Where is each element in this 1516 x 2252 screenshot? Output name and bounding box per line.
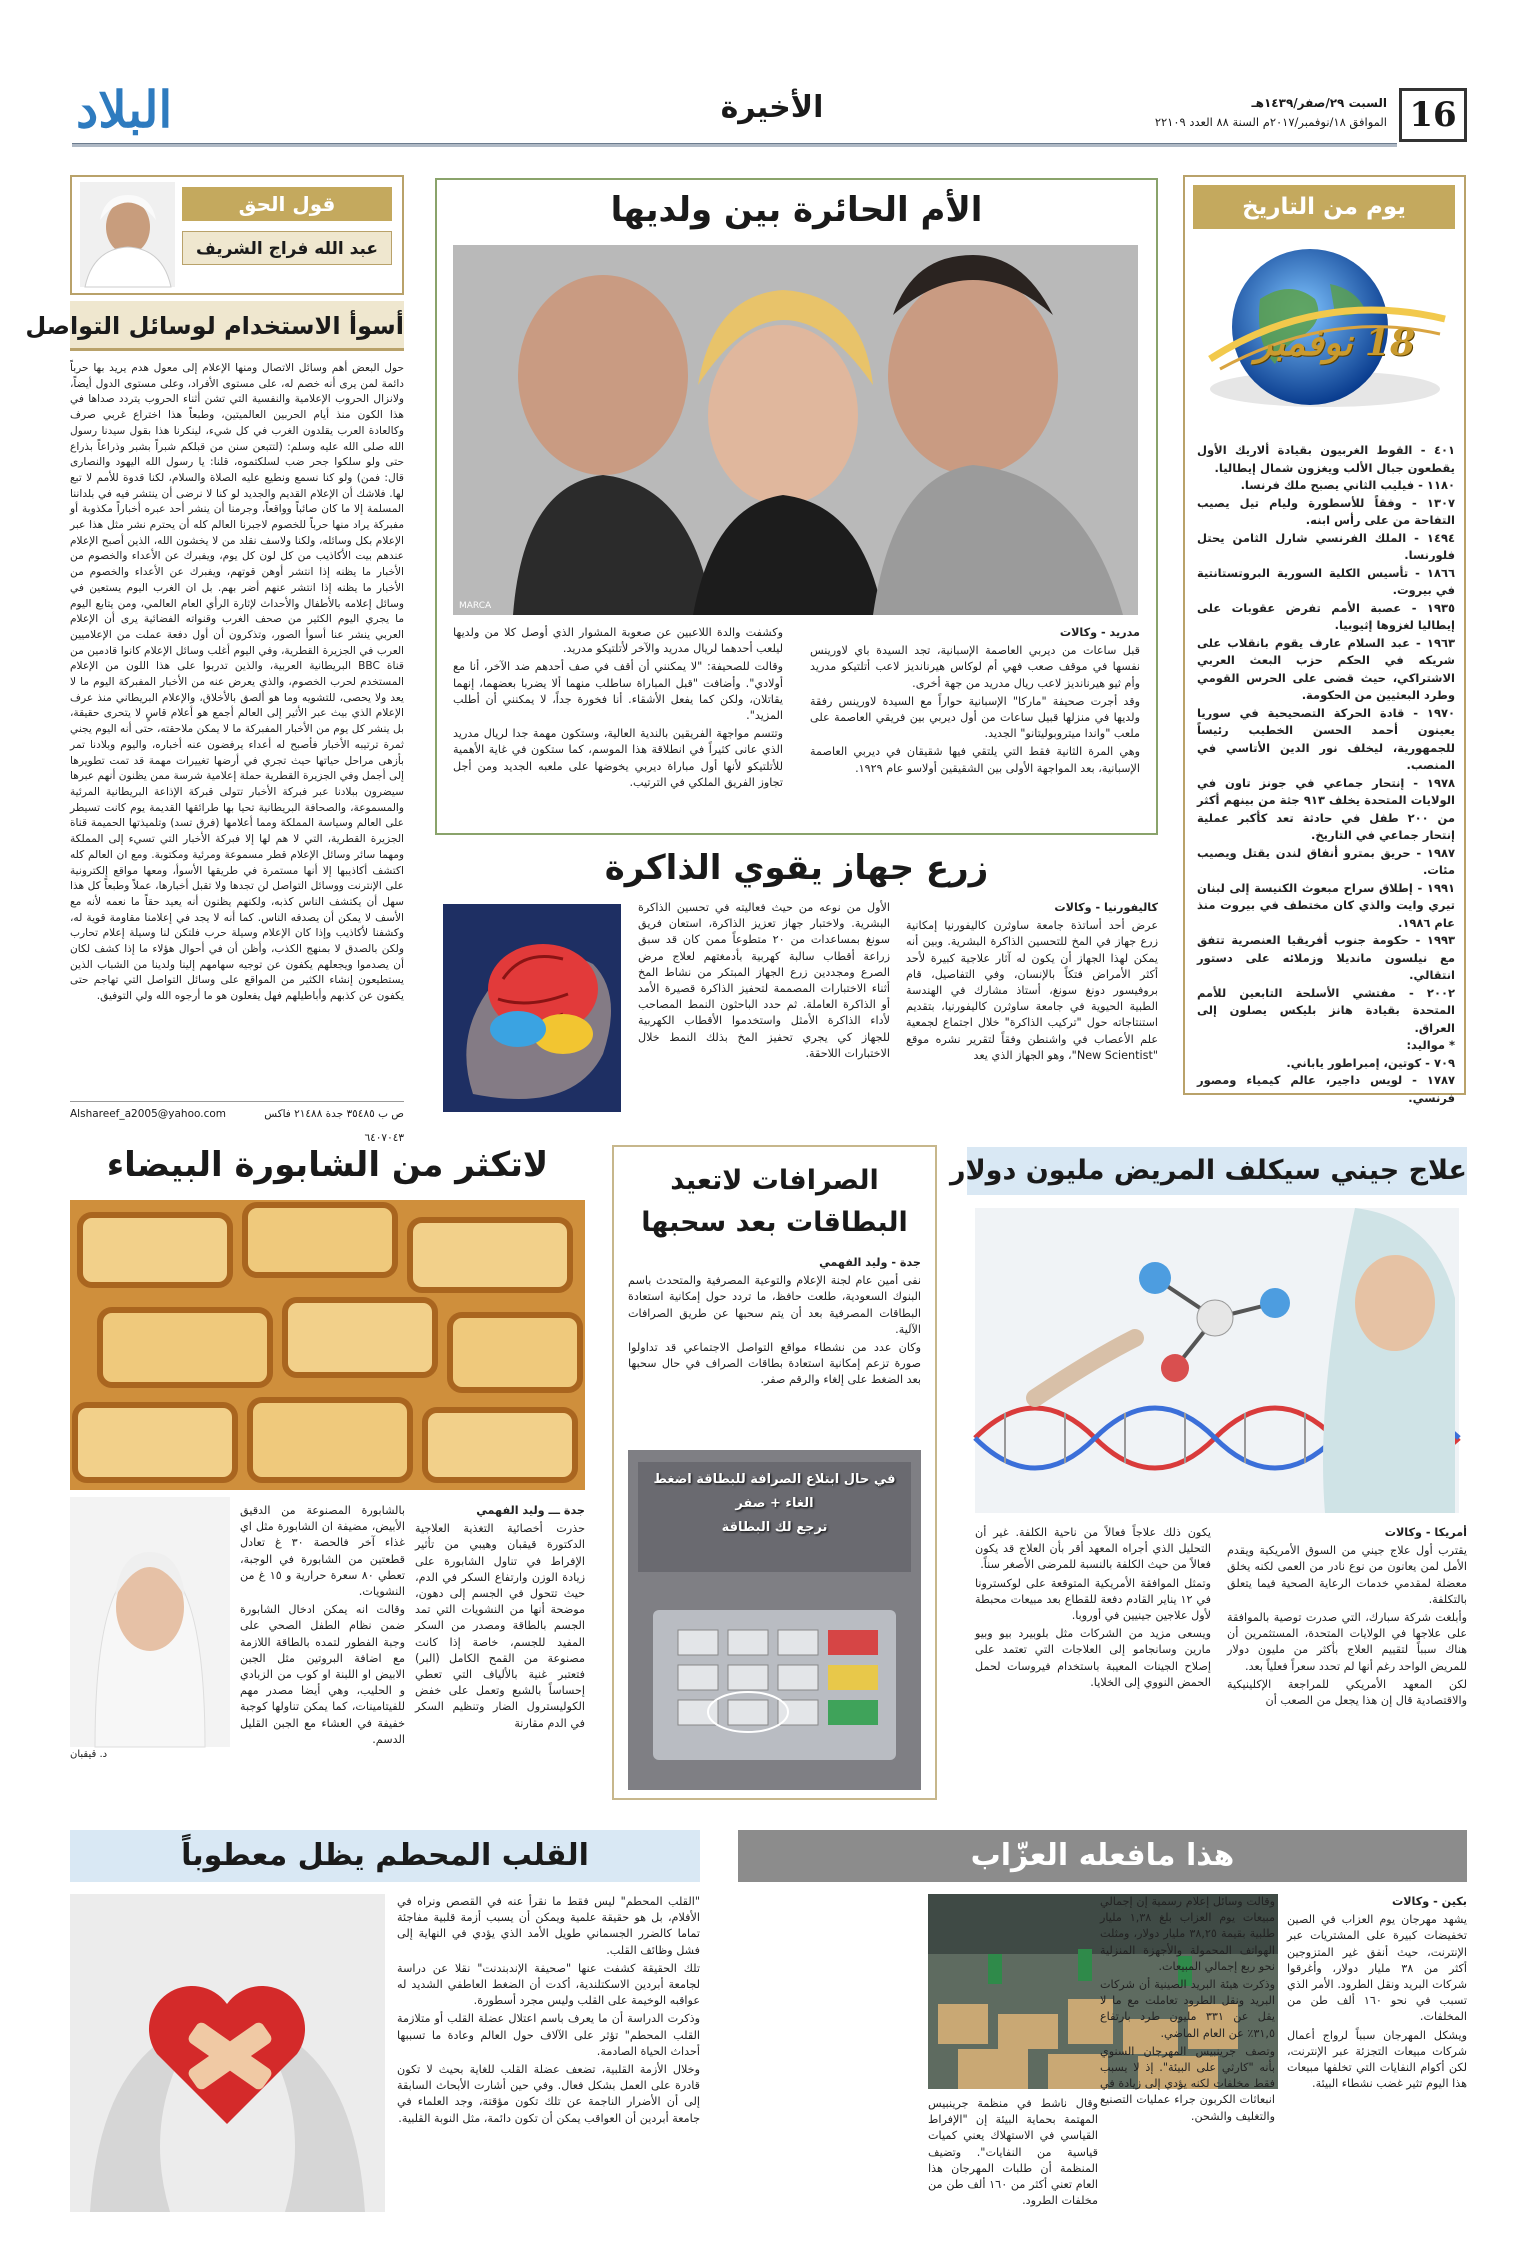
mother-sons-photo — [453, 245, 1138, 615]
column-po-box: ص ب ٣٥٤٨٥ جدة ٢١٤٨٨ فاكس ٦٤٠٧٠٤٣ — [264, 1108, 404, 1144]
columnist-photo — [80, 182, 175, 287]
rusk-col-mid — [240, 1503, 405, 1800]
rusk-photo — [70, 1200, 585, 1490]
mother-paragraph: قبل ساعات من ديربي العاصمة الإسبانية، تجد السيدة باي لاورينس نفسها في موقف صعب فهي أم لوكاس هيرنانديز لاعب أتلتيكو مدريد وأم ثيو هيرنانديز لاعب ريال مدريد من جهة أخرى. — [810, 644, 1140, 690]
rusk-col-right — [415, 1503, 585, 1800]
history-item: ١٩٩١ - إطلاق سراح مبعوث الكنيسة إلى لبنان تيري وايت والذي كان مختطف في بيروت منذ عام ١٩٨٦. — [1197, 880, 1455, 930]
rusk-story — [70, 1145, 585, 1800]
singles-paragraph: وتصف جرينبيس المهرجان السنوي بأنه "كارثي على البيئة". إذ لا يسبب فقط مخلفات لكنه يؤدي إلى زيادة في انبعاثات الكربون جراء عمليات التصنيع والتغليف والشحن. — [1100, 2044, 1275, 2123]
memory-story — [435, 848, 1158, 1116]
mother-paragraph: وتتسم مواجهة الفريقين بالندية العالية، وستكون مهمة جدا لريال مدريد الذي عانى كثيراً في انطلاقة هذا الموسم، كما ستكون في غاية الأهمية للأتلتيكو لأنها أول مباراة ديربي يخوضها على ملعبه الجديد ومن أجل تجاوز الفريق الملكي في الترتيب. — [453, 727, 783, 789]
gene-paragraph: لكن المعهد الأمريكي للمراجعة الإكلينيكية والاقتصادية قال إن هذا يجعل من الصعب أن — [1227, 1677, 1467, 1708]
history-item: ١٩٩٣ - حكومة جنوب أفريقيا العنصرية تتفق مع نيلسون مانديلا وزملائه على دستور انتقالي. — [1197, 933, 1455, 982]
singles-paragraph: يشهد مهرجان يوم العزاب في الصين تخفيضات كبيرة على المشتريات عبر الإنترنت، حيث أنفق غير المتزوجين أكثر من ٣٨ مليار دولار، وأغرقوا شركات البريد ونقل الطرود. الأمر الذي تسبب في نحو ١٦٠ ألف طن من المخلفات. — [1287, 1913, 1467, 2024]
atm-dateline: جدة - وليد الفهمي — [819, 1256, 921, 1269]
history-item: ١٨٦٦ - تأسيس الكلية السورية البروتستانتية في بيروت. — [1197, 565, 1455, 597]
singles-paragraph: وقالت وسائل إعلام رسمية إن إجمالي مبيعات يوم العزاب بلغ ١,٣٨ مليار طلبية بقيمة ٣٨,٢٥ مليار دولار، ومثلت الهواتف المحمولة والأجهزة المنزلية نحو ربع إجمالي المبيعات. — [1100, 1895, 1275, 1973]
bread-rusk-icon — [70, 1200, 585, 1490]
history-list — [1197, 442, 1455, 1105]
singles-col-mid — [1100, 1894, 1275, 2214]
newspaper-logo: البلاد — [76, 80, 173, 139]
atm-paragraph: وكان عدد من نشطاء مواقع التواصل الاجتماعي قد تداولوا صورة تزعم إمكانية استعادة بطاقات الصراف في حال سحبها بعد الضغط على إلغاء والرقم صفر. — [628, 1341, 921, 1387]
columnist-header — [70, 175, 404, 295]
gene-paragraph: يقترب أول علاج جيني من السوق الأمريكية ويقدم الأمل لمن يعانون من نوع نادر من العمى لكنه يخلق معضلة لمقدمي خدمات الرعاية الصحية فيما يتعلق بالتكلفة. — [1227, 1544, 1467, 1606]
heart-paragraph: تلك الحقيقة كشفت عنها "صحيفة الإندبندنت" نقلا عن دراسة لجامعة أبردين الاسكتلندية، أكدت أن الضغط العاطفي الشديد له عواقبه الوخيمة على القلب وليس مجرد أسطورة. — [397, 1961, 700, 2008]
photo-credit: MARCA — [459, 601, 492, 611]
mother-headline: الأم الحائرة بين ولديها — [610, 190, 983, 230]
singles-paragraph: وذكرت هيئة البريد الصينية أن شركات البريد ونقل الطرود تعاملت مع ما لا يقل عن ٣٣١ مليون طرد بارتفاع ٣١,٥٪ عن العام الماضي. — [1100, 1978, 1275, 2040]
history-item: * مواليد: — [1406, 1038, 1455, 1052]
singles-story — [738, 1830, 1467, 2220]
rusk-doctor-photo — [70, 1497, 230, 1747]
gene-dateline: أمريكا - وكالات — [1384, 1526, 1467, 1539]
memory-dateline: كاليفورنيا - وكالات — [1054, 901, 1158, 914]
gene-paragraph: يكون ذلك علاجاً فعالاً من ناحية الكلفة. غير أن التحليل الذي أجراه المعهد أقر بأن العلاج قد يكون فعالاً من حيث الكلفة بالنسبة للمرضى الأصغر سناً. — [975, 1526, 1211, 1572]
history-item: ١٩٣٥ - عصبة الأمم تفرض عقوبات على إيطاليا لغزوها إثيوبيا. — [1197, 600, 1455, 632]
gene-photo — [975, 1208, 1459, 1513]
gene-col-right — [1227, 1525, 1467, 1797]
singles-paragraph: ويشكل المهرجان سبباً لرواج أعمال شركات مبيعات التجزئة عبر الإنترنت، لكن أكوام النفايات التي تخلفها مبيعات هذا اليوم تثير غضب نشطاء البيئة. — [1287, 2028, 1467, 2091]
column-email[interactable]: Alshareef_a2005@yahoo.com — [70, 1108, 226, 1120]
rusk-headline: لاتكثر من الشابورة البيضاء — [106, 1145, 549, 1185]
rusk-photo-caption: د. قيقبان — [70, 1749, 108, 1760]
atm-headline-line2: البطاقات بعد سحبها — [641, 1207, 908, 1238]
mother-paragraph: وقد أجرت صحيفة "ماركا" الإسبانية حواراً مع السيدة لاورينس رفقة ولديها في منزلها قبيل ساعات من أول ديربي بين فريقي العاصمة على ملعب "واندا ميتروبوليتانو" الجديد. — [810, 694, 1140, 741]
atm-story-box — [612, 1145, 937, 1800]
heart-paragraph: وذكرت الدراسة أن ما يعرف باسم اعتلال عضلة القلب أو متلازمة القلب المحطم" تؤثر على الآلاف حول العالم وعادة ما تسببها أحداث الحياة الصادمة. — [397, 2012, 700, 2058]
masthead — [72, 80, 1467, 150]
rusk-paragraph: حذرت أخصائية التغذية العلاجية الدكتورة قيقبان وهيبي من تأثير الإفراط في تناول الشابورة على زيادة الوزن وارتفاع السكر في الدم، حيث تتحول في الجسم إلى دهون، موضحة أنها من النشويات التي تمد الجسم بالطاقة ومصدر من السكر المفيد للجسم، خاصة إذا كانت مصنوعة من القمح الكامل (البر) فتعتبر غنية بالألياف التي تعطي إحساساً بالشبع وتعمل على خفض الكوليسترول الضار وتنظيم السكر في الدم مقارنة — [415, 1522, 585, 1730]
history-item: ١٤٩٤ - الملك الفرنسي شارل الثامن يحتل فلورنسا. — [1197, 530, 1455, 562]
heart-photo — [70, 1894, 385, 2212]
rusk-dateline: جدة ـــ وليد الفهمي — [476, 1504, 585, 1517]
mother-paragraph: وقالت للصحيفة: "لا يمكنني أن أقف في صف أحدهم ضد الآخر، أنا مع أولادي". وأضافت "قبل المباراة ساطلب منهما ألا يضربا بعضهما، إنهما يقاتلان، ولكن كما يفعل الأشقاء. أنا فخورة جداً، لا يمكنني أن أطلب المزيد". — [453, 660, 783, 723]
doctor-portrait-icon — [70, 1497, 230, 1747]
mother-story-box — [435, 178, 1158, 835]
atm-overlay-line: الغاء + صفر — [735, 1496, 814, 1511]
heart-story — [70, 1830, 700, 2220]
gene-paragraph: وأبلغت شركة سبارك، التي صدرت توصية بالموافقة على علاجها في الولايات المتحدة، المستثمرين أن هناك سبباً لتقييم العلاج بأكثر من مليون دولار للمريض الواحد رغم أنها لم تحدد سعراً فعلياً بعد. — [1227, 1611, 1467, 1673]
gene-col-left — [975, 1525, 1211, 1797]
columnist-box — [25, 175, 404, 1144]
memory-col-mid: الأول من نوعه من حيث فعاليته في تحسين الذاكرة البشرية. ولاختبار جهاز تعزيز الذاكرة، استعان فريق سونغ بمساعدات من ٢٠ متطوعاً ممن كان قد سبق زراعة أقطاب سالبة كهربية بأدمغتهم لعلاج مرض الصرع ومجددين زرع الجهاز المبتكر من نشاط المخ أثناء الاختبارات المصممة لتحفيز الذاكرة قصيرة الأمد أو الذاكرة العاملة. ثم حدد الباحثون النمط المصاحب لأداء الذاكرة الأمثل واستخدموا الأقطاب الكهربية للجهاز كي يجري تحفيز المخ بذلك النمط خلال الاختبارات اللاحقة. — [638, 901, 891, 1060]
column-body: حول البعض أهم وسائل الاتصال ومنها الإعلام إلى معول هدم يريد بها حرباً دائمة لمن يرى أنه خصم له، على مستوى الأفراد، وعلى مستوى الدول أيضاً، ولانزال الحروب الإعلامية والنفسية التي تشن أثناء الحروب يتردد صداها في هذا الكون منذ أيام الحربين العالميتين، وطبعاً هذا اختراع غربي صرف وكالعادة العرب يقلدون الغرب في كل شيء، لينكرنا هذا بقول سيدنا رسول الله صلى الله عليه وسلم: (لتتبعن سنن من قبلكم شبراً بشبر وذراعاً بذراع حتى ولو سلكوا جحر ضب لسلكتموه، قلنا: يا رسول الله اليهود والنصارى قال: فمن) ولو كنا نسمع ونطيع عليه الصلاة والسلام، لكنا قدوة للأمم لا تبع لها. فلاشك أن الإعلام القديم والجديد لو كنا لا نرضى أن ينتشر فيه في بلداننا المسلمة إلا ما كان صائباً وواقعاً، وجرمنا أن ينشر أحد عبره أخباراً مكذوبة أو مفبركة يراد منها حرباً للخصوم لاجبرنا العالم كله أن يحترم نشر مثل هذا عبر الإعلام بكل وسائله، ولكنا ولاسف نقلد من لا يخشون الله، الذين أصبح الإعلام عندهم بيت الأكاذيب من كل لون كل يوم، ويفبرك عن الأعداء والخصوم من الأخبار ما يظنه إذا انتشر أوهن قوتهم، ويفبرك عن الأعداء والخصوم من الأخبار ما يظنه إذا انتشر عنهم أضر بهم. بل ان الغرب اليوم يستعين في وسائل إعلامه بالأطفال والأحداث لإثارة الرأي العام العالمي، ومن يتابع اليوم ما يجري اليوم الكثير من صحف الغرب وقنواته الفضائية يرى أن الإعلام العربي ينشر عنا أسوأ الصور، وتذكرون أن أول دفعة عملت من الإعلاميين العرب في الجزيرة القطرية، وفي اليوم أغلب وسائل الإعلام كانوا قادمين من قناة BBC البريطانية العربية، والذين تدربوا على هذا اللون من الإعلام المستخدم لحرب الخصوم، والذي يعرض عنه من الأخبار المفبركة اليوم ما لا يعد ولا يحصى، للتشويه وما هو ألصق بالأخلاق، والإعلام البريطاني منذ عرف الإعلام الذي بيث عبر الأثير إلى العالم أجمع هو أعلام قاسٍ لا يتحرى حقيقة، بل ينشر كل يوم من الأخبار المفبركة ما لا يمكن ملاحقته، حتى أنه اليوم يجني ثمرة ترتيبه الأخبار فأصبح له أعداء يرفضون عنه أخباره، واليوم وبلادنا تمر بأزهى مراحل حياتها حيث تجري في أرضها تغييرات مهمة قد تمت تطويرها إلى أجمل وفي الجزيرة القطرية حملة إعلامية شرسة ممن يظنون أنهم عبرها سيضرون ببلادنا عبر فبركة الأخبار تتولى قبركة الإذاعة البريطانية المرئية والمسموعة، والصحافة البريطانية تحيا بها طرائقها القديمة يوم كانت تسيطر على العالم وسياسة المملكة ومما أعلامها (فرق تسد) وتلميذتها الحميمة قناة الجزيرة القطرية، التي لا هم لها إلا فبركة الأخبار التي تسيء إلى المملكة ومهما سائر وسائل الإعلام قطر مسموعة ومرئية ومكتوبة. ومع ان العالم كله اكتشف أكاذيبها إلا أنها مستمرة في طريقها الأسوأ، ومعها مواقع إلكترونية على الإنترنت ووسائل التواصل لن تجدها ولا تقبل أخبارها، عملاً وطبعاً كل هذا سهل أن يكتشف الناس كذبه، ولكنهم يظنون أنه يعيد حقاً ما نعمه لأنه مع الأسف لا يمكن أن يصدقه الناس. كما أنه لا يجد في إعلامنا مقاومة قوية له، وكشفنا لأكاذيب وإذا كان الإعلام وسيلة حرب فلتكن لنا وسيلة إعلام تحارب ولكن بالصدق لا بمنهج الكذب، وأظن أن في أحوال هؤلاء ما إذا كشف لكان أن يصدموا ويجعلهم يكفون عن توجيه سهامهم إلينا ولدينا من الشباب الذين يستطيعون إنشاء الكثير من المواقع على وسائل التواصل التي تهاجم حتى يكفون عن كذبهم وأباطيلهم فهل يفعلون هو ما أرجوه الله ولي التوفيق. — [70, 362, 404, 1003]
mother-col-left — [453, 625, 783, 825]
family-photo-icon — [453, 245, 1138, 615]
history-item: ١١٨٠ - فيليب الثاني يصبح ملك فرنسا. — [1240, 478, 1455, 492]
column-footer — [70, 1101, 404, 1144]
history-item: ١٧٨٧ - لويس داجير، عالم كيمياء ومصور فرنسي. — [1197, 1073, 1455, 1105]
rusk-paragraph: وقالت انه يمكن ادخال الشابورة ضمن نظام الطفل الصحي على وجبة الفطور لتمده بالطاقة اللازمة مع اضافة البروتين مثل الجبن الابيض او اللبنة او كوب من الزبادي و الحليب، وهي أيضا مصدر مهم للفيتامينات، كما يمكن تناولها كوجبة خفيفة في العشاء مع الجبن القليل الدسم. — [240, 1603, 405, 1746]
atm-overlay-text — [628, 1468, 921, 1540]
mother-paragraph: وكشفت والدة اللاعبين عن صعوبة المشوار الذي أوصل كلا من ولديها ليلعب أحدهما لريال مدريد والآخر لأتلتيكو مدريد. — [453, 626, 783, 656]
heart-paragraph: "القلب المحطم" ليس فقط ما نقرأ عنه في القصص ونراه في الأفلام، بل هو حقيقة علمية ويمكن أن يسبب أزمة قلبية مفاجئة تماما كالضرر الجسماني طويل الأمد الذي يؤدي في النهاية إلى فشل وظائف القلب. — [397, 1895, 700, 1957]
section-title: الأخيرة — [720, 90, 824, 125]
history-item: ١٩٧٠ - قادة الحركة التصحيحية في سوريا يعينون أحمد الحسن الخطيب رئيساً للجمهورية، ليخلف نور الدين الأتاسي في المنصب. — [1197, 705, 1455, 772]
date-hijri: السبت ٢٩/صفر/١٤٣٩هـ — [1251, 96, 1387, 110]
page-number: 16 — [1409, 95, 1457, 135]
atm-paragraph: نفى أمين عام لجنة الإعلام والتوعية المصرفية والمتحدث باسم البنوك السعودية، طلعت حافظ، ما تردد حول إمكانية استعادة البطاقات المصرفية بعد أن يتم سحبها عن طريق الصرافات الآلية. — [628, 1274, 921, 1336]
brain-icon — [443, 904, 621, 1112]
history-item: ١٩٧٨ - إنتحار جماعي في جونز تاون في الولايات المتحدة يخلف ٩١٣ جثة من بينهم أكثر من ٢٠٠ طفل في حادثة تعد كأكبر عملية إنتحار جماعي في التاريخ. — [1197, 775, 1455, 842]
masthead-rule — [72, 143, 1397, 147]
gene-paragraph: وتمثل الموافقة الأمريكية المتوقعة على لوكسترونا في ١٢ يناير القادم دفعة للقطاع بعد مبيعات محبطة لأول علاجين جينيين في أوروبا. — [975, 1576, 1212, 1623]
history-item: ١٣٠٧ - وفقاً للأسطورة وليام تيل يصيب التفاحة من على رأس ابنه. — [1197, 495, 1455, 527]
singles-headline: هذا مافعله العزّاب — [738, 1830, 1467, 1882]
history-item: ٤٠١ - القوط الغربيون بقيادة ألاريك الأول يقطعون جبال الألب ويغزون شمال إيطاليا. — [1197, 443, 1455, 475]
mother-col-right — [810, 625, 1140, 825]
history-item: ١٩٦٣ - عبد السلام عارف يقوم بانقلاب على شريكه في الحكم حزب البعث العربي الاشتراكي، حيث قضى على الحرس القومي وطرد البعثيين من الحكومة. — [1197, 635, 1455, 702]
singles-col-right — [1287, 1894, 1467, 2214]
heart-body — [397, 1894, 700, 2212]
issue-date — [1007, 94, 1387, 132]
atm-headline-line1: الصرافات لاتعيد — [670, 1165, 879, 1196]
column-tag: قول الحق — [182, 187, 392, 221]
singles-dateline: بكين - وكالات — [1391, 1895, 1467, 1908]
gene-headline: علاج جيني سيكلف المريض مليون دولار — [967, 1147, 1467, 1195]
history-item: ٧٠٩ - كوتين، إمبراطور ياباني. — [1286, 1055, 1455, 1070]
history-item: ١٩٨٧ - حريق بمترو أنفاق لندن يقتل ويصيب مئات. — [1197, 845, 1455, 877]
heart-headline: القلب المحطم يظل معطوباً — [70, 1830, 700, 1882]
history-title: يوم من التاريخ — [1193, 185, 1455, 229]
dna-helix-icon — [975, 1208, 1459, 1513]
atm-photo — [628, 1450, 921, 1790]
history-box — [1183, 175, 1466, 1105]
memory-headline: زرع جهاز يقوي الذاكرة — [604, 848, 989, 888]
column-headline: أسوأ الاستخدام لوسائل التواصل — [70, 301, 404, 351]
bandaged-heart-icon — [70, 1894, 385, 2212]
brain-image — [443, 904, 621, 1112]
rusk-paragraph: بالشابورة المصنوعة من الدقيق الأبيض، مضيفة ان الشابورة مثل اي غذاء آخر فالحصة ٣٠ غ تعادل قطعتين من الشابورة في الوجبة، تعطي ٨٠ سعرة حرارية و ١٥ غ من النشويات. — [240, 1504, 405, 1599]
gene-paragraph: ويسعى مزيد من الشركات مثل بلوبيرد بيو وبيو مارين وسانجامو إلى العلاجات التي تعتمد على إصلاح الجينات المعيبة باستخدام فيروسات لحمل الحمض النووي إلى الخلايا. — [975, 1627, 1211, 1689]
atm-overlay-line: في حال ابتلاع الصرافة للبطاقة اضغط — [653, 1472, 896, 1487]
atm-body — [628, 1255, 921, 1445]
mother-dateline: مدريد - وكالات — [1059, 626, 1140, 639]
heart-paragraph: وخلال الأزمة القلبية، تضعف عضلة القلب للغاية بحيث لا تكون قادرة على العمل بشكل فعال. وفي حين أشارت الأبحاث السابقة إلى أن الأضرار الناجمة عن تلك تكون مؤقتة، وجد العلماء في جامعة أبردين أن العواقب يمكن أن تكون دائمة، مثل النوبة القلبية. — [397, 2063, 700, 2125]
memory-paragraph: عرض أحد أساتذة جامعة ساوثرن كاليفورنيا إمكانية زرع جهاز في المخ للتحسين الذاكرة البشرية. وبين أنه يمكن لهذا الجهاز أن يكون له آثار علاجية كبيرة لأحد أكثر الأمراض فتكاً بالإنسان، وفي التفاصيل، قام بروفيسور دونغ سونغ، أستاذ مشارك في الهندسة الطبية الحيوية في جامعة ساوثرن كاليفورنيا، بتقديم استنتاجاته حول "تركيب الذاكرة" خلال اجتماع لجمعية علم الأعصاب في واشنطن وفقاً لتقرير نشره موقع "New Scientist"، وهو الجهاز الذي يعد — [906, 919, 1158, 1062]
mother-paragraph: وهي المرة الثانية فقط التي يلتقي فيها شقيقان في ديربي العاصمة الإسبانية، بعد المواجهة الأولى بين الشقيقين أولاسو عام ١٩٢٩. — [810, 745, 1140, 775]
columnist-name: عبد الله فراج الشريف — [182, 231, 392, 265]
page-number-box — [1399, 88, 1467, 142]
atm-overlay-line: ترجع لك البطاقة — [721, 1520, 828, 1535]
memory-col-right — [906, 900, 1158, 1112]
history-date-badge: 18 نوفمبر — [1254, 322, 1415, 364]
author-portrait-icon — [80, 182, 175, 287]
date-gregorian-issue: الموافق ١٨/نوفمبر/٢٠١٧م السنة ٨٨ العدد ٢٢١٠٩ — [1154, 115, 1387, 129]
history-item: ٢٠٠٢ - مفتشي الأسلحة التابعين للأمم المتحدة بقيادة هانز بليكس يصلون إلى العراق. — [1197, 985, 1455, 1035]
singles-col-under-photo: وقال ناشط في منظمة جرينبيس المهتمة بحماية البيئة إن "الإفراط القياسي في الاستهلاك يعني كميات قياسية من النفايات". وتضيف المنظمة أن طلبات المهرجان هذا العام تعني أكثر من ١٦٠ ألف طن من مخلفات الطرود. — [928, 2097, 1098, 2208]
gene-story — [950, 1145, 1467, 1800]
